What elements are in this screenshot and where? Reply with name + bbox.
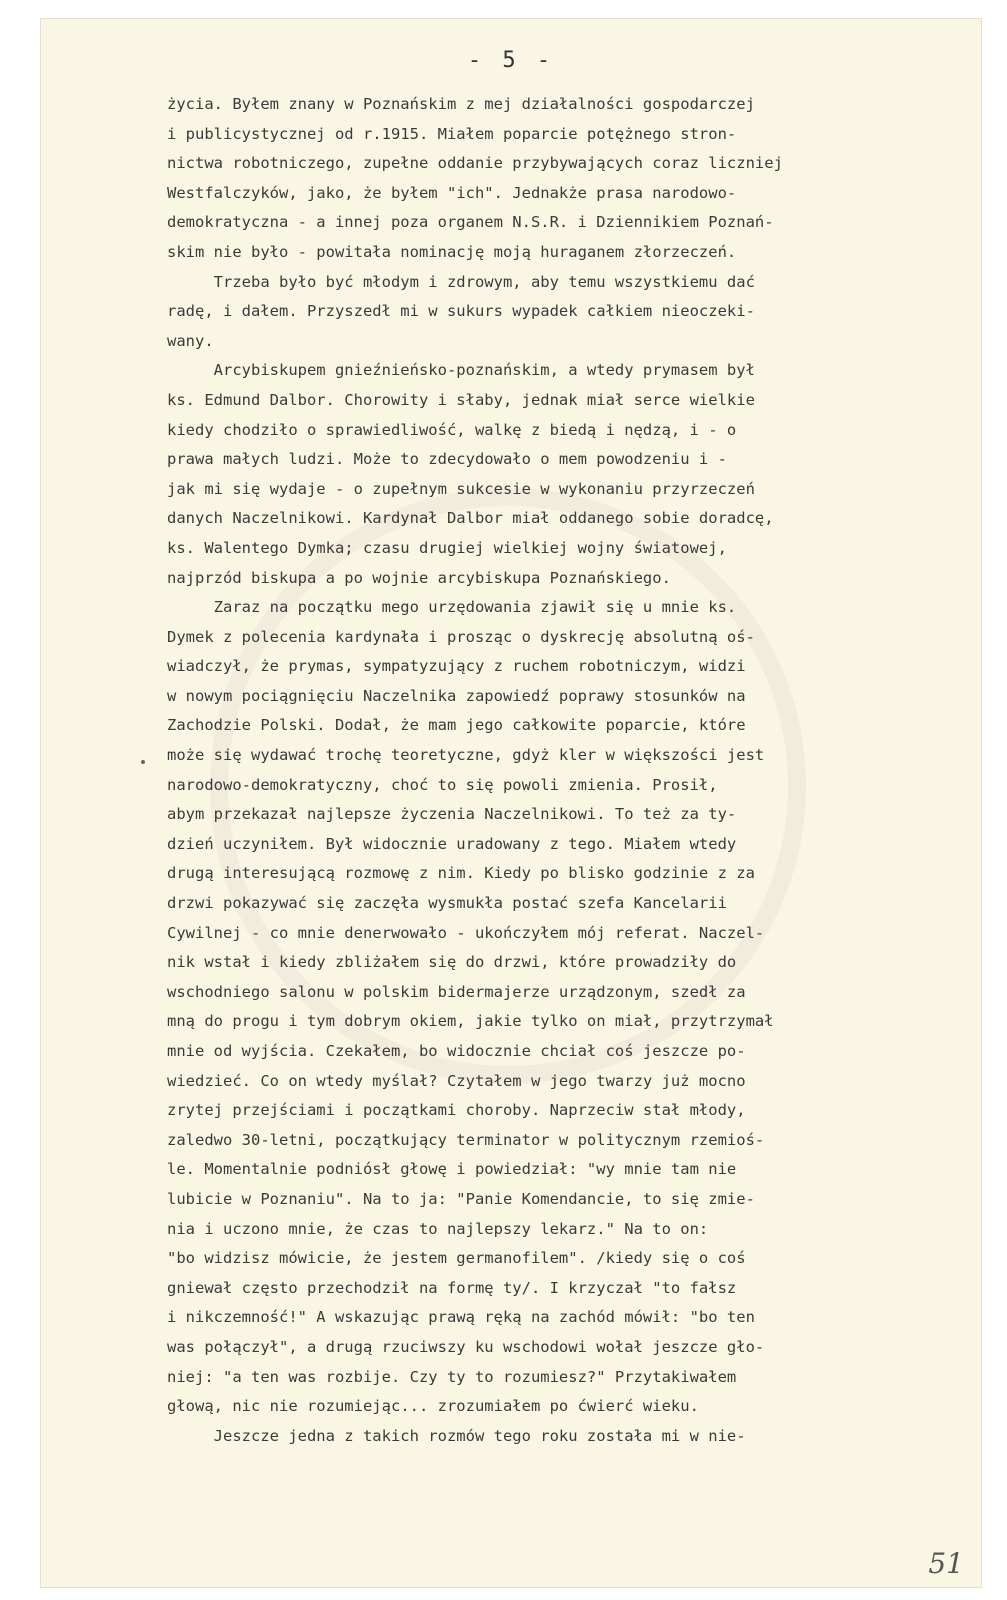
- text-line: danych Naczelnikowi. Kardynał Dalbor miał oddanego sobie doradcę,: [167, 509, 774, 528]
- text-line: ks. Walentego Dymka; czasu drugiej wielkiej wojny światowej,: [167, 538, 727, 557]
- text-line: życia. Byłem znany w Poznańskim z mej działalności gospodarczej: [167, 95, 755, 113]
- page-number: - 5 -: [467, 48, 555, 73]
- text-line: zaledwo 30-letni, początkujący terminator w politycznym rzemioś-: [167, 1130, 765, 1149]
- text-line: ks. Edmund Dalbor. Chorowity i słaby, jednak miał serce wielkie: [167, 390, 755, 409]
- text-line: mną do progu i tym dobrym okiem, jakie tylko on miał, przytrzymał: [167, 1012, 774, 1031]
- text-line: Cywilnej - co mnie denerwowało - ukończyłem mój referat. Naczel-: [167, 923, 765, 942]
- text-line: mnie od wyjścia. Czekałem, bo widocznie chciał coś jeszcze po-: [167, 1042, 746, 1060]
- text-line: gniewał często przechodził na formę ty/. I krzyczał "to fałsz: [167, 1278, 737, 1297]
- text-line: was połączył", a drugą rzuciwszy ku wschodowi wołał jeszcze gło-: [167, 1337, 765, 1356]
- text-line: le. Momentalnie podniósł głowę i powiedział: "wy mnie tam nie: [167, 1160, 737, 1179]
- text-line: wschodniego salonu w polskim bidermajerze urządzonym, szedł za: [167, 982, 746, 1001]
- text-line: wany.: [167, 331, 214, 350]
- text-line: skim nie było - powitała nominację moją huraganem złorzeczeń.: [167, 242, 737, 261]
- text-line: zrytej przejściami i początkami choroby. Naprzeciw stał młody,: [167, 1101, 746, 1120]
- text-line: drugą interesującą rozmowę z nim. Kiedy po blisko godzinie z za: [167, 864, 755, 883]
- text-line: drzwi pokazywać się zaczęła wysmukła postać szefa Kancelarii: [167, 894, 727, 913]
- text-line: wiadczył, że prymas, sympatyzujący z ruchem robotniczym, widzi: [167, 657, 746, 676]
- text-line: nictwa robotniczego, zupełne oddanie przybywających coraz liczniej: [167, 154, 783, 173]
- text-line: najprzód biskupa a po wojnie arcybiskupa Poznańskiego.: [167, 568, 671, 587]
- text-line: Zachodzie Polski. Dodał, że mam jego całkowite poparcie, które: [167, 716, 746, 735]
- text-line: i publicystycznej od r.1915. Miałem poparcie potężnego stron-: [167, 124, 737, 143]
- margin-dot: [141, 760, 145, 764]
- text-line: Westfalczyków, jako, że byłem "ich". Jednakże prasa narodowo-: [167, 183, 737, 202]
- text-line: może się wydawać trochę teoretyczne, gdyż kler w większości jest: [167, 746, 765, 765]
- text-line: Jeszcze jedna z takich rozmów tego roku została mi w nie-: [167, 1426, 746, 1445]
- text-line: abym przekazał najlepsze życzenia Naczelnikowi. To też za ty-: [167, 805, 737, 824]
- text-line: Dymek z polecenia kardynała i prosząc o dyskrecję absolutną oś-: [167, 627, 755, 646]
- document-page: [40, 18, 982, 1588]
- typewritten-text: [167, 90, 967, 1451]
- text-line: lubicie w Poznaniu". Na to ja: "Panie Komendancie, to się zmie-: [167, 1189, 755, 1208]
- text-line: "bo widzisz mówicie, że jestem germanofilem". /kiedy się o coś: [167, 1249, 746, 1268]
- text-line: w nowym pociągnięciu Naczelnika zapowiedź poprawy stosunków na: [167, 686, 746, 705]
- text-line: kiedy chodziło o sprawiedliwość, walkę z biedą i nędzą, i - o: [167, 420, 737, 439]
- text-line: narodowo-demokratyczny, choć to się powoli zmienia. Prosił,: [167, 775, 718, 794]
- text-line: jak mi się wydaje - o zupełnym sukcesie w wykonaniu przyrzeczeń: [167, 479, 755, 498]
- text-line: demokratyczna - a innej poza organem N.S.R. i Dziennikiem Poznań-: [167, 213, 774, 232]
- text-line: nia i uczono mnie, że czas to najlepszy lekarz." Na to on:: [167, 1219, 709, 1238]
- text-line: radę, i dałem. Przyszedł mi w sukurs wypadek całkiem nieoczeki-: [167, 302, 755, 321]
- text-line: nik wstał i kiedy zbliżałem się do drzwi, które prowadziły do: [167, 953, 737, 972]
- text-line: Arcybiskupem gnieźnieńsko-poznańskim, a wtedy prymasem był: [167, 361, 755, 380]
- text-line: i nikczemność!" A wskazując prawą ręką na zachód mówił: "bo ten: [167, 1308, 755, 1327]
- text-line: Trzeba było być młodym i zdrowym, aby temu wszystkiemu dać: [167, 272, 755, 291]
- text-line: niej: "a ten was rozbije. Czy ty to rozumiesz?" Przytakiwałem: [167, 1367, 737, 1386]
- text-line: dzień uczyniłem. Był widocznie uradowany z tego. Miałem wtedy: [167, 834, 737, 853]
- text-line: Zaraz na początku mego urzędowania zjawił się u mnie ks.: [167, 598, 737, 617]
- text-line: głową, nic nie rozumiejąc... zrozumiałem po ćwierć wieku.: [167, 1397, 699, 1416]
- text-line: wiedzieć. Co on wtedy myślał? Czytałem w jego twarzy już mocno: [167, 1071, 746, 1090]
- text-line: prawa małych ludzi. Może to zdecydowało o mem powodzeniu i -: [167, 450, 727, 469]
- archive-page-number: 51: [928, 1547, 964, 1580]
